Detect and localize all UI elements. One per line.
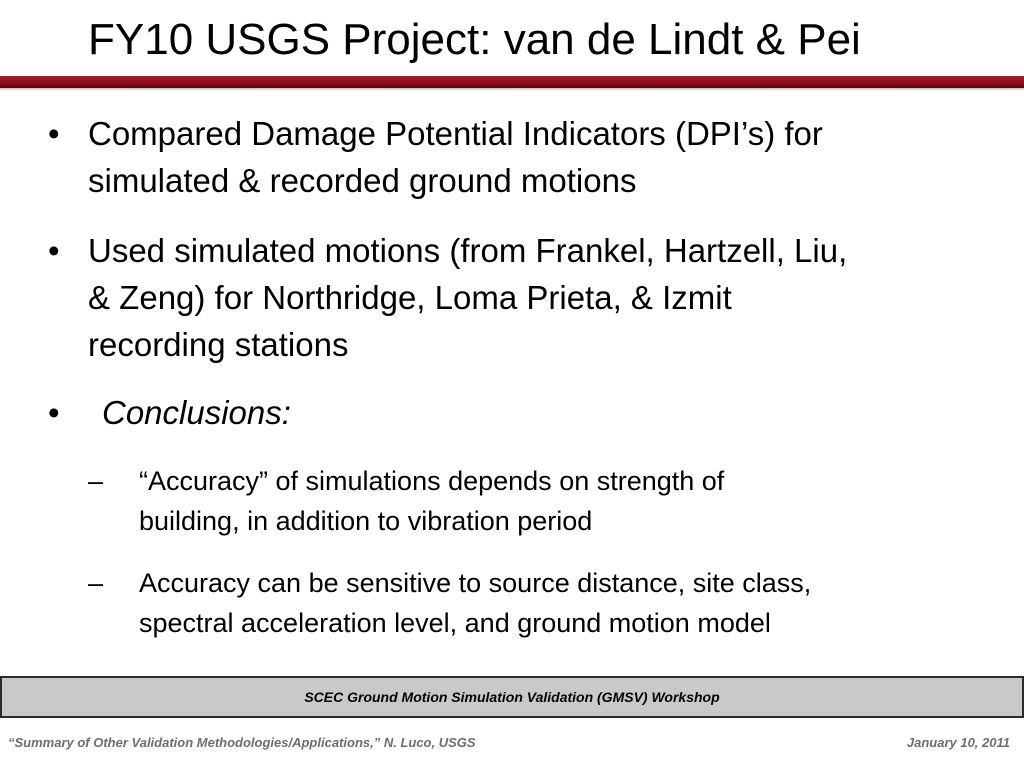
sub-bullet-line: “Accuracy” of simulations depends on strength of [139, 466, 725, 496]
sub-bullet-line: spectral acceleration level, and ground motion model [139, 608, 771, 638]
sub-bullet-item [88, 563, 988, 643]
bullet-item [48, 110, 988, 204]
bullet-mark: • [48, 232, 60, 269]
bullet-line: simulated & recorded ground motions [88, 162, 637, 199]
sub-bullet-text [139, 461, 988, 541]
bullet-item [48, 227, 988, 368]
sub-bullet-line: building, in addition to vibration period [139, 506, 593, 536]
bullet-line: recording stations [88, 326, 349, 363]
title-rule [0, 76, 1024, 88]
bullet-mark: • [48, 115, 60, 152]
sub-bullet-mark: – [88, 466, 104, 496]
footer-citation: “Summary of Other Validation Methodologies/Applications,” N. Luco, USGS [8, 735, 476, 750]
slide-title: FY10 USGS Project: van de Lindt & Pei [88, 15, 861, 64]
sub-bullet-line: Accuracy can be sensitive to source distance, site class, [139, 568, 812, 598]
bullet-mark: • [48, 394, 60, 431]
bullet-text [88, 110, 988, 204]
bullet-line: & Zeng) for Northridge, Loma Prieta, & Izmit [88, 279, 732, 316]
sub-bullet-mark: – [88, 568, 104, 598]
sub-bullet-item [88, 461, 988, 541]
bullet-line: Compared Damage Potential Indicators (DPI’s) for [88, 115, 823, 152]
bullet-line: Used simulated motions (from Frankel, Hartzell, Liu, [88, 232, 848, 269]
bullet-text [88, 227, 988, 368]
bullet-text [102, 389, 988, 436]
footer-date: January 10, 2011 [906, 735, 1010, 750]
sub-bullet-text [139, 563, 988, 643]
footer-banner: SCEC Ground Motion Simulation Validation (GMSV) Workshop [0, 676, 1024, 718]
bullet-line: Conclusions: [102, 394, 291, 431]
bullet-item [48, 389, 988, 436]
